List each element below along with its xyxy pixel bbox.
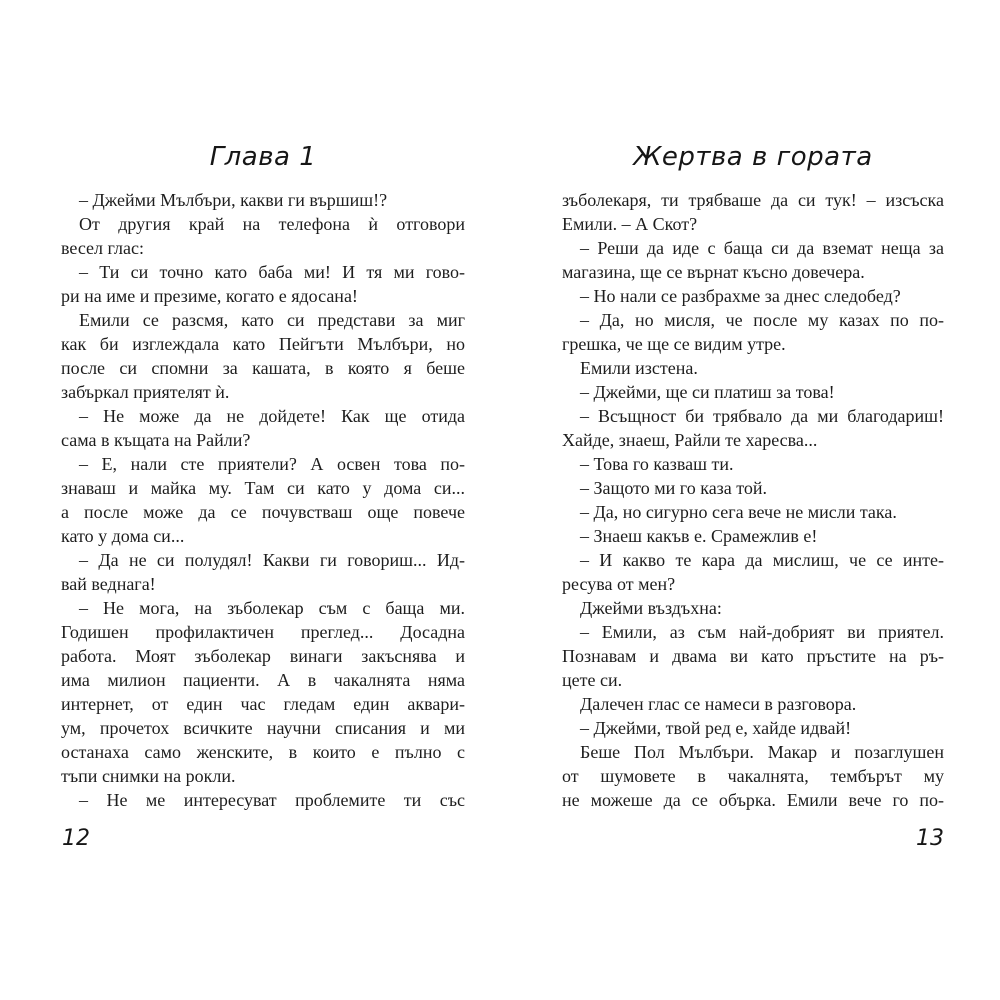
text-line: Познавам и двама ви като пръстите на ръ- <box>562 646 944 666</box>
text-line: – Знаеш какъв е. Срамежлив е! <box>580 526 818 546</box>
text-line: ресува от мен? <box>562 574 676 594</box>
text-line: ум, прочетох всичките научни списания и ми <box>61 718 465 738</box>
text-line: – Да, но мисля, че после му казах по по- <box>580 310 944 330</box>
page-number-left: 12 <box>62 826 90 851</box>
text-line: – Защото ми го каза той. <box>580 478 768 498</box>
text-line: – Да не си полудял! Какви ги говориш... Ид- <box>79 550 465 570</box>
text-line: Емили се разсмя, като си представи за миг <box>79 310 465 330</box>
text-line: Годишен профилактичен преглед... Досадна <box>61 622 465 642</box>
text-line: – Емили, аз съм най-добрият ви приятел. <box>580 622 944 642</box>
text-line: – Реши да иде с баща си да вземат неща за <box>580 238 944 258</box>
text-line: вай веднага! <box>61 574 156 594</box>
text-line: – Не ме интересуват проблемите ти със <box>79 790 465 810</box>
right-page-text <box>562 188 944 812</box>
text-line: не можеше да се обърка. Емили вече го по- <box>562 790 944 810</box>
text-line: – Това го казваш ти. <box>580 454 734 474</box>
text-line: грешка, че ще се видим утре. <box>562 334 786 354</box>
text-line: Емили. – А Скот? <box>562 214 698 234</box>
running-header: Жертва в гората <box>633 142 873 172</box>
text-line: знаваш и майка му. Там си като у дома си... <box>61 478 465 498</box>
text-line: Джейми въздъхна: <box>580 598 722 618</box>
text-line: зъболекаря, ти трябваше да си тук! – изсъска <box>562 190 944 210</box>
right-page <box>562 141 944 812</box>
text-line: – Не може да не дойдете! Как ще отида <box>79 406 465 426</box>
text-line: забъркал приятелят ѝ. <box>61 382 230 402</box>
text-line: – Не мога, на зъболекар съм с баща ми. <box>79 598 465 618</box>
text-line: – Ти си точно като баба ми! И тя ми гово- <box>79 262 465 282</box>
text-line: тъпи снимки на рокли. <box>61 766 236 786</box>
text-line: магазина, ще се върнат късно довечера. <box>562 262 865 282</box>
page-number-right: 13 <box>916 826 944 851</box>
text-line: сама в къщата на Райли? <box>61 430 251 450</box>
text-line: работа. Моят зъболекар винаги закъснява и <box>61 646 465 666</box>
text-line: Емили изстена. <box>580 358 698 378</box>
text-line: как би изглеждала като Пейгъти Мълбъри, но <box>61 334 465 354</box>
text-line: – И какво те кара да мислиш, че се инте- <box>580 550 944 570</box>
text-line: после си спомни за кашата, в която я беше <box>61 358 465 378</box>
text-line: Беше Пол Мълбъри. Макар и позаглушен <box>580 742 944 762</box>
text-line: Далечен глас се намеси в разговора. <box>580 694 857 714</box>
text-line: от шумовете в чакалнята, тембърът му <box>562 766 944 786</box>
text-line: интернет, от един час гледам един аквари- <box>61 694 465 714</box>
text-line: Хайде, знаеш, Райли те харесва... <box>562 430 818 450</box>
text-line: ри на име и презиме, когато е ядосана! <box>61 286 358 306</box>
text-line: – Джейми, твой ред е, хайде идвай! <box>580 718 852 738</box>
text-line: – Джейми, ще си платиш за това! <box>580 382 835 402</box>
text-line: От другия край на телефона ѝ отговори <box>79 214 465 234</box>
text-line: – Е, нали сте приятели? А освен това по- <box>79 454 465 474</box>
text-line: има милион пациенти. А в чакалнята няма <box>61 670 465 690</box>
chapter-heading: Глава 1 <box>209 142 317 172</box>
text-line: весел глас: <box>61 238 144 258</box>
left-page <box>61 141 465 812</box>
text-line: като у дома си... <box>61 526 185 546</box>
left-page-text <box>61 188 465 812</box>
text-line: цете си. <box>562 670 623 690</box>
text-line: – Всъщност би трябвало да ми благодариш! <box>580 406 944 426</box>
text-line: а после може да се почувстваш още повече <box>61 502 465 522</box>
text-line: – Но нали се разбрахме за днес следобед? <box>580 286 901 306</box>
text-line: останаха само женските, в които е пълно с <box>61 742 465 762</box>
text-line: – Да, но сигурно сега вече не мисли така. <box>580 502 897 522</box>
text-line: – Джейми Мълбъри, какви ги вършиш!? <box>79 190 388 210</box>
